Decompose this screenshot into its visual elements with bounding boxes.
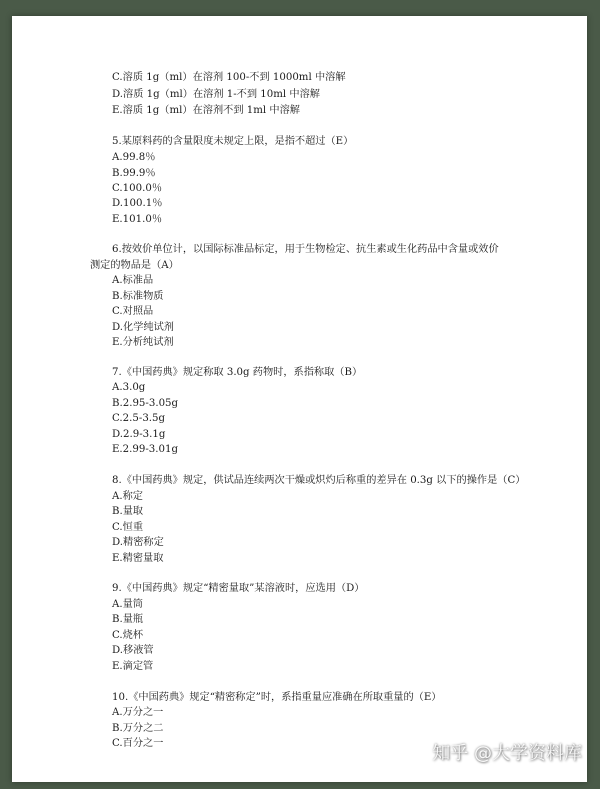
- document-content: [12, 16, 587, 782]
- answer-option: A.称定: [112, 491, 143, 502]
- answer-option: A.99.8％: [112, 152, 156, 163]
- question-text: 5.某原料药的含量限度未规定上限，是指不超过（E）: [112, 136, 354, 147]
- question-text: 6.按效价单位计，以国际标准品标定，用于生物检定、抗生素或生化药品中含量或效价: [112, 244, 499, 255]
- question-text-continued: 测定的物品是（A）: [90, 260, 179, 271]
- answer-option: E.溶质 1g（ml）在溶剂不到 1ml 中溶解: [112, 105, 300, 116]
- answer-option: A.3.0g: [112, 382, 146, 393]
- answer-option: A.量筒: [112, 599, 143, 610]
- question-text: 9.《中国药典》规定“精密量取”某溶液时，应选用（D）: [112, 583, 365, 594]
- answer-option: E.分析纯试剂: [112, 337, 174, 348]
- answer-option: E.2.99-3.01g: [112, 444, 179, 455]
- question-text: 7.《中国药典》规定称取 3.0g 药物时，系指称取（B）: [112, 367, 363, 378]
- answer-option: D.化学纯试剂: [112, 322, 174, 333]
- question-text: 8.《中国药典》规定，供试品连续两次干燥或炽灼后称重的差异在 0.3g 以下的操作是（C）: [112, 475, 526, 486]
- answer-option: C.恒重: [112, 522, 144, 533]
- answer-option: E.滴定管: [112, 661, 154, 672]
- answer-option: B.99.9％: [112, 168, 156, 179]
- answer-option: D.溶质 1g（ml）在溶剂 1-不到 10ml 中溶解: [112, 89, 320, 100]
- answer-option: C.100.0％: [112, 183, 163, 194]
- document-page: [12, 16, 587, 782]
- answer-option: C.对照品: [112, 306, 154, 317]
- answer-option: D.移液管: [112, 645, 154, 656]
- answer-option: A.万分之一: [112, 707, 164, 718]
- answer-option: A.标准品: [112, 275, 154, 286]
- answer-option: B.标准物质: [112, 291, 164, 302]
- answer-option: E.精密量取: [112, 553, 164, 564]
- answer-option: D.2.9-3.1g: [112, 429, 166, 440]
- answer-option: B.万分之二: [112, 723, 164, 734]
- answer-option: C.烧杯: [112, 630, 144, 641]
- answer-option: C.百分之一: [112, 738, 164, 749]
- answer-option: D.精密称定: [112, 537, 164, 548]
- question-text: 10.《中国药典》规定“精密称定”时，系指重量应准确在所取重量的（E）: [112, 692, 442, 703]
- answer-option: B.量瓶: [112, 614, 144, 625]
- answer-option: B.2.95-3.05g: [112, 398, 179, 409]
- answer-option: C.2.5-3.5g: [112, 413, 166, 424]
- answer-option: E.101.0％: [112, 214, 163, 225]
- answer-option: C.溶质 1g（ml）在溶剂 100-不到 1000ml 中溶解: [112, 72, 346, 83]
- answer-option: B.量取: [112, 506, 144, 517]
- watermark: 知乎 @大学资料库: [432, 743, 582, 764]
- answer-option: D.100.1％: [112, 198, 163, 209]
